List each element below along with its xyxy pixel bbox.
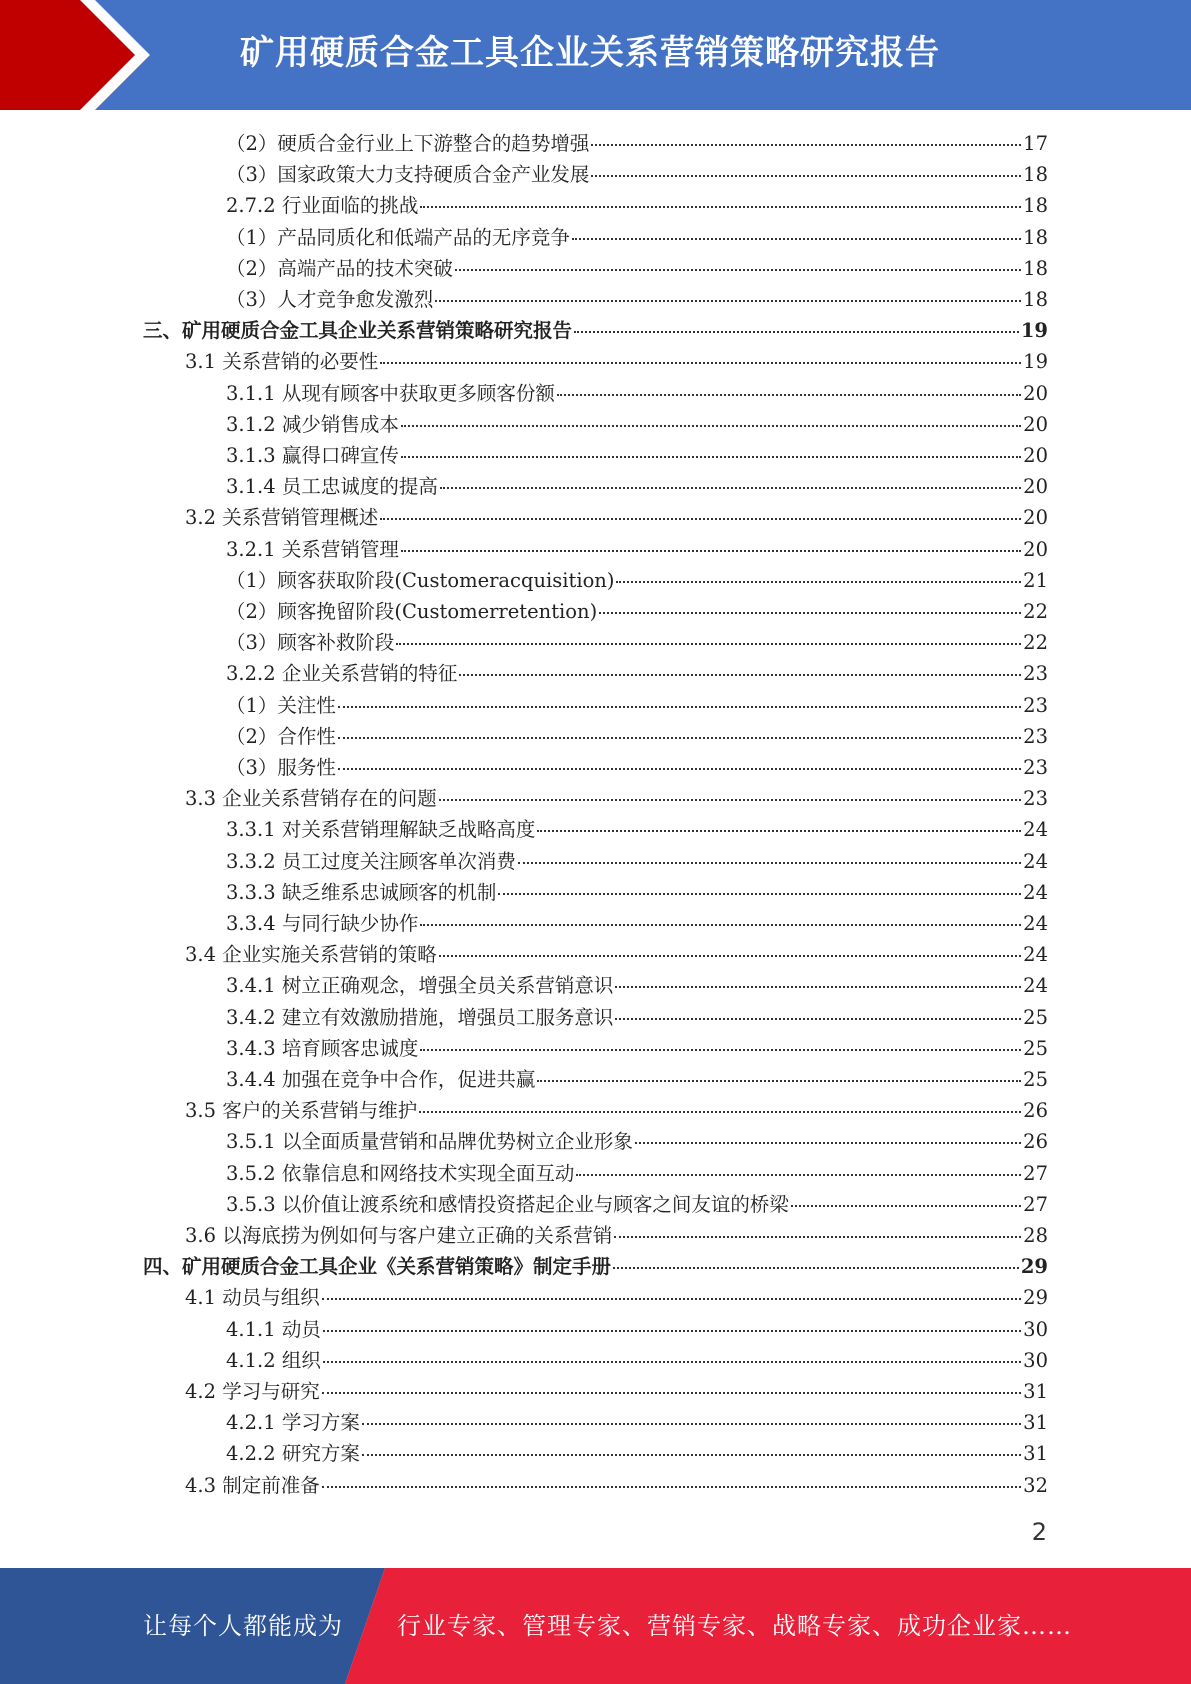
toc-entry-title: 3.2.1 关系营销管理	[226, 537, 399, 561]
toc-entry[interactable]	[226, 534, 1048, 565]
toc-entry[interactable]	[226, 1345, 1048, 1376]
toc-entry-title: 3.5.1 以全面质量营销和品牌优势树立企业形象	[226, 1130, 633, 1154]
toc-entry-title: （3）服务性	[226, 756, 336, 779]
toc-entry[interactable]	[185, 783, 1048, 814]
toc-entry-page: 27	[1023, 1192, 1048, 1216]
toc-dot-leader	[498, 893, 1021, 895]
toc-entry-page: 18	[1023, 256, 1048, 280]
toc-entry-title: 3.4.2 建立有效激励措施，增强员工服务意识	[226, 1005, 614, 1029]
toc-entry-page: 31	[1023, 1380, 1048, 1403]
toc-dot-leader	[791, 1205, 1021, 1207]
toc-entry[interactable]	[226, 1438, 1048, 1469]
toc-dot-leader	[322, 1392, 1021, 1394]
toc-entry[interactable]	[226, 752, 1048, 783]
toc-entry-page: 30	[1023, 1348, 1048, 1372]
toc-entry-page: 23	[1023, 724, 1048, 748]
toc-entry[interactable]	[226, 1064, 1048, 1095]
toc-entry-title: （2）高端产品的技术突破	[226, 256, 453, 280]
toc-entry-title: 3.1.3 赢得口碑宣传	[226, 444, 399, 467]
toc-entry-page: 25	[1023, 1005, 1048, 1029]
toc-dot-leader	[323, 1361, 1021, 1363]
toc-entry[interactable]	[226, 1033, 1048, 1064]
toc-dot-leader	[338, 768, 1021, 770]
toc-dot-leader	[322, 1298, 1021, 1300]
toc-dot-leader	[401, 550, 1021, 552]
toc-entry-page: 26	[1023, 1099, 1048, 1123]
toc-entry-title: 4.1 动员与组织	[185, 1286, 320, 1310]
toc-dot-leader	[362, 1423, 1021, 1425]
toc-entry-title: 4.1.2 组织	[226, 1348, 321, 1372]
toc-entry-page: 18	[1023, 225, 1048, 249]
toc-entry-page: 24	[1023, 880, 1048, 904]
toc-entry[interactable]	[226, 190, 1048, 221]
toc-dot-leader	[459, 674, 1021, 676]
toc-entry[interactable]	[226, 253, 1048, 284]
toc-entry[interactable]	[226, 721, 1048, 752]
toc-entry-title: 4.3 制定前准备	[185, 1473, 320, 1497]
header-arrow-icon	[0, 0, 150, 110]
toc-dot-leader	[420, 1049, 1021, 1051]
toc-entry-page: 24	[1023, 943, 1048, 967]
toc-entry-page: 20	[1023, 381, 1048, 405]
toc-dot-leader	[435, 300, 1021, 302]
page-number: 2	[1031, 1518, 1047, 1546]
toc-entry[interactable]	[226, 846, 1048, 877]
toc-entry[interactable]	[226, 378, 1048, 409]
toc-entry[interactable]	[226, 471, 1048, 502]
toc-dot-leader	[572, 238, 1021, 240]
toc-entry[interactable]	[226, 877, 1048, 908]
toc-dot-leader	[380, 518, 1021, 520]
toc-dot-leader	[591, 175, 1021, 177]
toc-entry-title: 3.5.3 以价值让渡系统和感情投资搭起企业与顾客之间友谊的桥梁	[226, 1192, 789, 1216]
toc-entry[interactable]	[185, 346, 1048, 377]
toc-entry[interactable]	[226, 908, 1048, 939]
toc-entry-title: 三、矿用硬质合金工具企业关系营销策略研究报告	[143, 319, 573, 343]
toc-dot-leader	[518, 862, 1021, 864]
toc-entry-title: （1）顾客获取阶段(Customeracquisition)	[226, 568, 615, 592]
toc-entry-page: 24	[1023, 849, 1048, 873]
toc-entry[interactable]	[226, 1189, 1048, 1220]
toc-dot-leader	[613, 1267, 1019, 1269]
footer-slogan-left: 让每个人都能成为	[143, 1612, 343, 1640]
footer-banner	[0, 1568, 1191, 1684]
toc-entry-title: （3）国家政策大力支持硬质合金产业发展	[226, 163, 590, 187]
toc-dot-leader	[574, 331, 1019, 333]
toc-dot-leader	[439, 799, 1021, 801]
toc-entry-page: 23	[1023, 662, 1048, 686]
toc-entry[interactable]	[143, 1251, 1048, 1282]
toc-dot-leader	[616, 581, 1021, 583]
toc-dot-leader	[323, 1330, 1021, 1332]
toc-dot-leader	[362, 1454, 1021, 1456]
toc-entry-page: 25	[1023, 1068, 1048, 1091]
toc-dot-leader	[338, 737, 1021, 739]
toc-entry-title: 3.3.2 员工过度关注顾客单次消费	[226, 849, 516, 873]
toc-entry-title: 3.3.4 与同行缺少协作	[226, 912, 419, 935]
toc-entry-title: 3.4.1 树立正确观念，增强全员关系营销意识	[226, 974, 614, 998]
toc-entry-page: 18	[1023, 288, 1048, 311]
toc-entry-title: 3.4.4 加强在竞争中合作，促进共赢	[226, 1068, 536, 1091]
toc-entry[interactable]	[226, 1158, 1048, 1189]
toc-entry-page: 27	[1023, 1161, 1048, 1185]
toc-dot-leader	[455, 269, 1021, 271]
toc-entry-page: 24	[1023, 818, 1048, 842]
toc-entry-page: 31	[1023, 1411, 1048, 1435]
toc-entry-title: 3.1.1 从现有顾客中获取更多顾客份额	[226, 381, 555, 405]
toc-entry-page: 31	[1023, 1442, 1048, 1466]
toc-entry-page: 19	[1020, 319, 1048, 343]
toc-entry-page: 21	[1023, 568, 1048, 592]
toc-entry-title: 4.2.2 研究方案	[226, 1442, 360, 1466]
toc-entry-page: 22	[1023, 600, 1048, 623]
toc-entry[interactable]	[226, 627, 1048, 658]
toc-dot-leader	[615, 986, 1021, 988]
toc-entry[interactable]	[226, 596, 1048, 627]
toc-dot-leader	[635, 1142, 1021, 1144]
toc-entry-page: 20	[1023, 537, 1048, 561]
toc-entry[interactable]	[226, 128, 1048, 159]
toc-entry-title: 2.7.2 行业面临的挑战	[226, 194, 419, 218]
toc-entry[interactable]	[143, 315, 1048, 346]
toc-entry-title: 4.2.1 学习方案	[226, 1411, 360, 1435]
toc-entry-page: 30	[1023, 1317, 1048, 1341]
toc-dot-leader	[614, 1236, 1021, 1238]
toc-dot-leader	[537, 830, 1021, 832]
toc-entry-title: （3）人才竞争愈发激烈	[226, 288, 434, 311]
toc-entry-title: （2）顾客挽留阶段(Customerretention)	[226, 600, 598, 623]
toc-dot-leader	[576, 1174, 1021, 1176]
toc-entry-title: 3.1.4 员工忠诚度的提高	[226, 475, 438, 499]
toc-entry[interactable]	[185, 1282, 1048, 1313]
toc-entry[interactable]	[185, 1095, 1048, 1126]
toc-entry-page: 24	[1023, 912, 1048, 935]
toc-dot-leader	[599, 612, 1021, 614]
toc-entry[interactable]	[226, 1407, 1048, 1438]
toc-entry-page: 29	[1020, 1255, 1048, 1279]
toc-entry-title: 4.2 学习与研究	[185, 1380, 320, 1403]
toc-entry[interactable]	[226, 814, 1048, 845]
toc-dot-leader	[439, 955, 1021, 957]
toc-entry[interactable]	[226, 440, 1048, 471]
toc-entry-title: 4.1.1 动员	[226, 1317, 321, 1341]
toc-entry-title: 3.3 企业关系营销存在的问题	[185, 787, 437, 811]
toc-dot-leader	[322, 1486, 1021, 1488]
toc-entry[interactable]	[226, 970, 1048, 1001]
toc-entry[interactable]	[226, 690, 1048, 721]
toc-entry[interactable]	[226, 284, 1048, 315]
toc-entry-page: 28	[1023, 1224, 1048, 1247]
toc-entry[interactable]	[226, 222, 1048, 253]
toc-entry[interactable]	[226, 159, 1048, 190]
toc-dot-leader	[419, 1111, 1021, 1113]
toc-entry-page: 20	[1023, 475, 1048, 499]
toc-dot-leader	[380, 362, 1021, 364]
toc-entry-title: 3.5 客户的关系营销与维护	[185, 1099, 418, 1123]
toc-entry-title: 3.4 企业实施关系营销的策略	[185, 943, 437, 967]
document-title: 矿用硬质合金工具企业关系营销策略研究报告	[240, 33, 940, 73]
toc-entry-page: 17	[1023, 132, 1048, 155]
toc-entry-page: 20	[1023, 412, 1048, 436]
toc-dot-leader	[401, 425, 1021, 427]
toc-entry-page: 29	[1023, 1286, 1048, 1310]
toc-entry-title: 3.6 以海底捞为例如何与客户建立正确的关系营销	[185, 1224, 613, 1247]
toc-entry-page: 26	[1023, 1130, 1048, 1154]
toc-entry-title: 3.2.2 企业关系营销的特征	[226, 662, 458, 686]
toc-entry-title: （3）顾客补救阶段	[226, 631, 395, 655]
toc-entry-title: 3.1 关系营销的必要性	[185, 350, 379, 374]
toc-entry[interactable]	[185, 1376, 1048, 1407]
toc-entry[interactable]	[185, 1220, 1048, 1251]
toc-dot-leader	[591, 144, 1021, 146]
toc-entry-title: （2）硬质合金行业上下游整合的趋势增强	[226, 132, 590, 155]
toc-entry[interactable]	[226, 1314, 1048, 1345]
header-bar	[0, 0, 1191, 110]
toc-entry-title: 3.4.3 培育顾客忠诚度	[226, 1036, 419, 1060]
toc-entry-title: 3.3.3 缺乏维系忠诚顾客的机制	[226, 880, 497, 904]
toc-entry[interactable]	[226, 658, 1048, 689]
toc-entry[interactable]	[185, 1470, 1048, 1501]
toc-entry-page: 23	[1023, 756, 1048, 779]
toc-entry-page: 23	[1023, 693, 1048, 717]
toc-dot-leader	[338, 706, 1021, 708]
toc-entry-page: 20	[1023, 444, 1048, 467]
toc-entry-page: 22	[1023, 631, 1048, 655]
toc-entry-page: 18	[1023, 163, 1048, 187]
toc-entry-page: 25	[1023, 1036, 1048, 1060]
toc-entry-page: 19	[1023, 350, 1048, 374]
toc-dot-leader	[615, 1018, 1021, 1020]
footer-slogan-right: 行业专家、管理专家、营销专家、战略专家、成功企业家……	[397, 1612, 1072, 1640]
toc-dot-leader	[420, 206, 1021, 208]
toc-entry-title: （1）关注性	[226, 693, 336, 717]
toc-entry-title: 四、矿用硬质合金工具企业《关系营销策略》制定手册	[143, 1255, 612, 1279]
toc-entry-page: 18	[1023, 194, 1048, 218]
toc-entry-title: 3.2 关系营销管理概述	[185, 506, 379, 530]
toc-entry[interactable]	[185, 939, 1048, 970]
toc-entry-title: 3.3.1 对关系营销理解缺乏战略高度	[226, 818, 536, 842]
toc-entry-page: 32	[1023, 1473, 1048, 1497]
toc-entry-page: 24	[1023, 974, 1048, 998]
toc-entry-title: 3.5.2 依靠信息和网络技术实现全面互动	[226, 1161, 575, 1185]
toc-entry[interactable]	[185, 502, 1048, 533]
toc-entry-title: 3.1.2 减少销售成本	[226, 412, 399, 436]
toc-dot-leader	[420, 924, 1021, 926]
toc-dot-leader	[440, 487, 1021, 489]
toc-entry-title: （1）产品同质化和低端产品的无序竞争	[226, 225, 570, 249]
toc-entry[interactable]	[226, 1126, 1048, 1157]
toc-dot-leader	[401, 456, 1021, 458]
toc-dot-leader	[557, 394, 1021, 396]
toc-entry[interactable]	[226, 409, 1048, 440]
toc-entry-page: 20	[1023, 506, 1048, 530]
toc-entry[interactable]	[226, 1002, 1048, 1033]
toc-entry-title: （2）合作性	[226, 724, 336, 748]
toc-dot-leader	[537, 1080, 1021, 1082]
toc-entry-page: 23	[1023, 787, 1048, 811]
toc-dot-leader	[396, 643, 1021, 645]
toc-entry[interactable]	[226, 565, 1048, 596]
